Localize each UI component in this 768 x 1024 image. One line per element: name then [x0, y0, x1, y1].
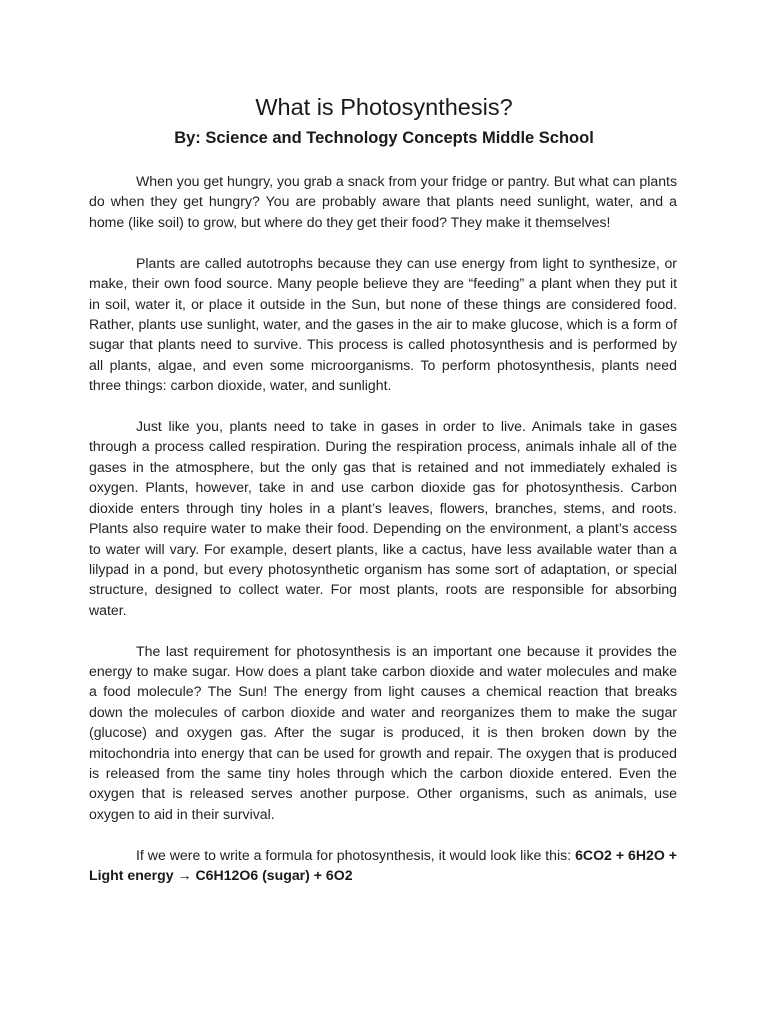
paragraph-formula [89, 845, 677, 886]
paragraph-3: Just like you, plants need to take in gases in order to live. Animals take in gases through a process called respiration. During the respiration process, animals inhale all of the gases in the atmosphere, but the only gas that is retained and not immediately exhaled is oxygen. Plants, however, take in and use carbon dioxide gas for photosynthesis. Carbon dioxide enters through tiny holes in a plant’s leaves, flowers, branches, stems, and roots. Plants also require water to make their food. Depending on the environment, a plant’s access to water will vary. For example, desert plants, like a cactus, have less available water than a lilypad in a pond, but every photosynthetic organism has some sort of adaptation, or special structure, designed to collect water. For most plants, roots are responsible for absorbing water. [89, 418, 677, 618]
document-byline: By: Science and Technology Concepts Middle School [174, 129, 594, 147]
paragraph-1: When you get hungry, you grab a snack from your fridge or pantry. But what can plants do when they get hungry? You are probably aware that plants need sunlight, water, and a home (like soil) to grow, but where do they get their food? They make it themselves! [89, 173, 677, 230]
paragraph-2: Plants are called autotrophs because they can use energy from light to synthesize, or make, their own food source. Many people believe they are “feeding” a plant when they put it in soil, water it, or place it outside in the Sun, but none of these things are considered food. Rather, plants use sunlight, water, and the gases in the air to make glucose, which is a form of sugar that plants need to survive. This process is called photosynthesis and is performed by all plants, algae, and even some microorganisms. To perform photosynthesis, plants need three things: carbon dioxide, water, and sunlight. [89, 254, 677, 394]
document-body [89, 171, 677, 906]
document-title: What is Photosynthesis? [255, 94, 513, 120]
paragraph-4: The last requirement for photosynthesis is an important one because it provides the energy to make sugar. How does a plant take carbon dioxide and water molecules and make a food molecule? The Sun! The energy from light causes a chemical reaction that breaks down the molecules of carbon dioxide and water and reorganizes them to make the sugar (glucose) and oxygen gas. After the sugar is produced, it is then broken down by the mitochondria into energy that can be used for growth and repair. The oxygen that is produced is released from the same tiny holes through which the carbon dioxide entered. Even the oxygen that is released serves another purpose. Other organisms, such as animals, use oxygen to aid in their survival. [89, 642, 677, 822]
formula-intro: If we were to write a formula for photosynthesis, it would look like this: [136, 846, 576, 863]
photosynthesis-formula: 6CO2 + 6H2O + Light energy → C6H12O6 (sugar) + 6O2 [89, 846, 677, 884]
